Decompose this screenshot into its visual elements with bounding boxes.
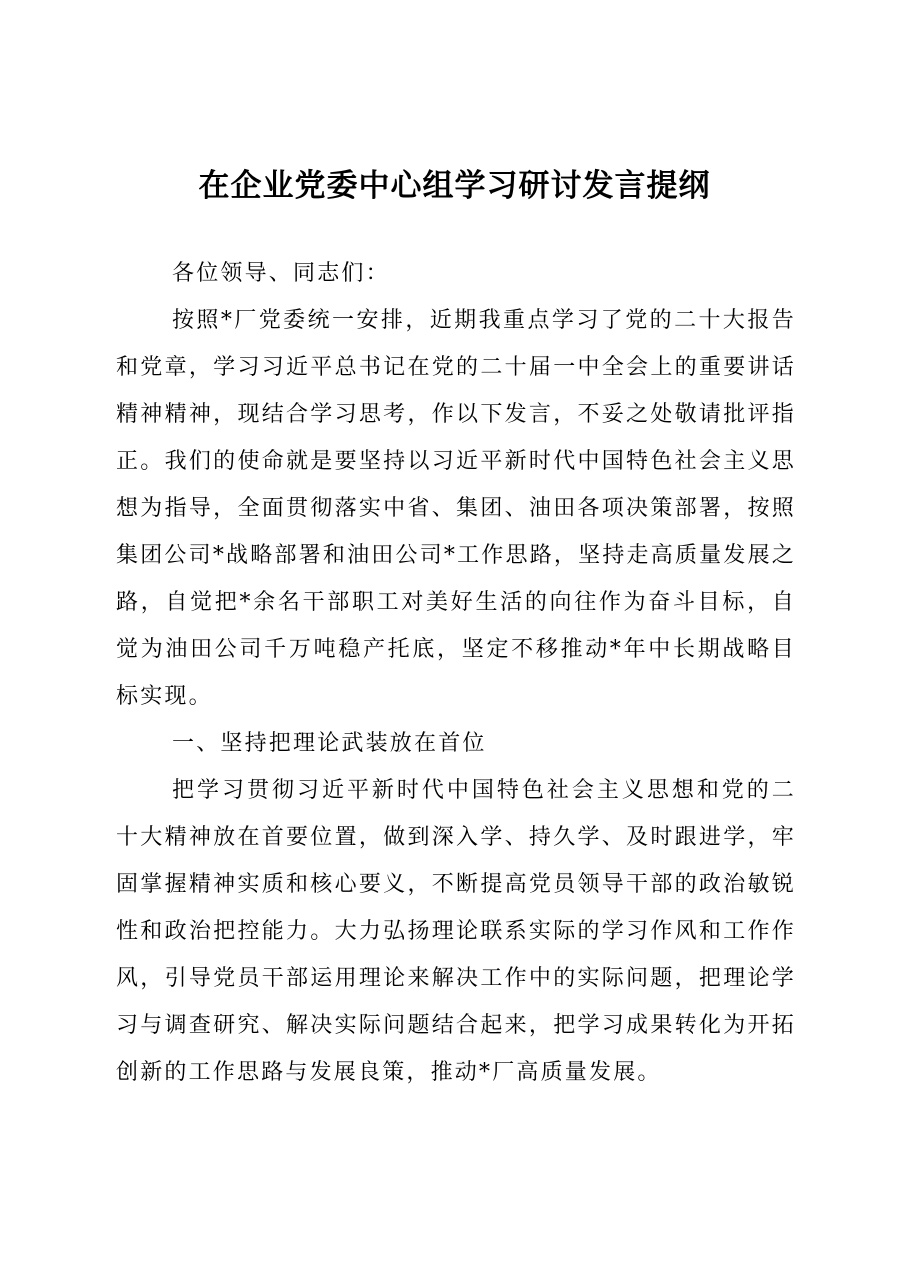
document-body <box>116 250 796 1096</box>
document-title: 在企业党委中心组学习研讨发言提纲 <box>198 168 711 204</box>
section-paragraph: 把学习贯彻习近平新时代中国特色社会主义思想和党的二十大精神放在首要位置，做到深入学、持久学、及时跟进学，牢固掌握精神实质和核心要义，不断提高党员领导干部的政治敏锐性和政治把控能力。大力弘扬理论联系实际的学习作风和工作作风，引导党员干部运用理论来解决工作中的实际问题，把理论学习与调查研究、解决实际问题结合起来，把学习成果转化为开拓创新的工作思路与发展良策，推动*厂高质量发展。 <box>116 778 796 1085</box>
section-heading: 一、坚持把理论武装放在首位 <box>172 731 487 756</box>
salutation-paragraph: 各位领导、同志们： <box>172 261 390 286</box>
intro-paragraph: 按照*厂党委统一安排，近期我重点学习了党的二十大报告和党章，学习习近平总书记在党的二十届一中全会上的重要讲话精神精神，现结合学习思考，作以下发言，不妥之处敬请批评指正。我们的使命就是要坚持以习近平新时代中国特色社会主义思想为指导，全面贯彻落实中省、集团、油田各项决策部署，按照集团公司*战略部署和油田公司*工作思路，坚持走高质量发展之路，自觉把*余名干部职工对美好生活的向往作为奋斗目标，自觉为油田公司千万吨稳产托底，坚定不移推动*年中长期战略目标实现。 <box>116 308 796 709</box>
